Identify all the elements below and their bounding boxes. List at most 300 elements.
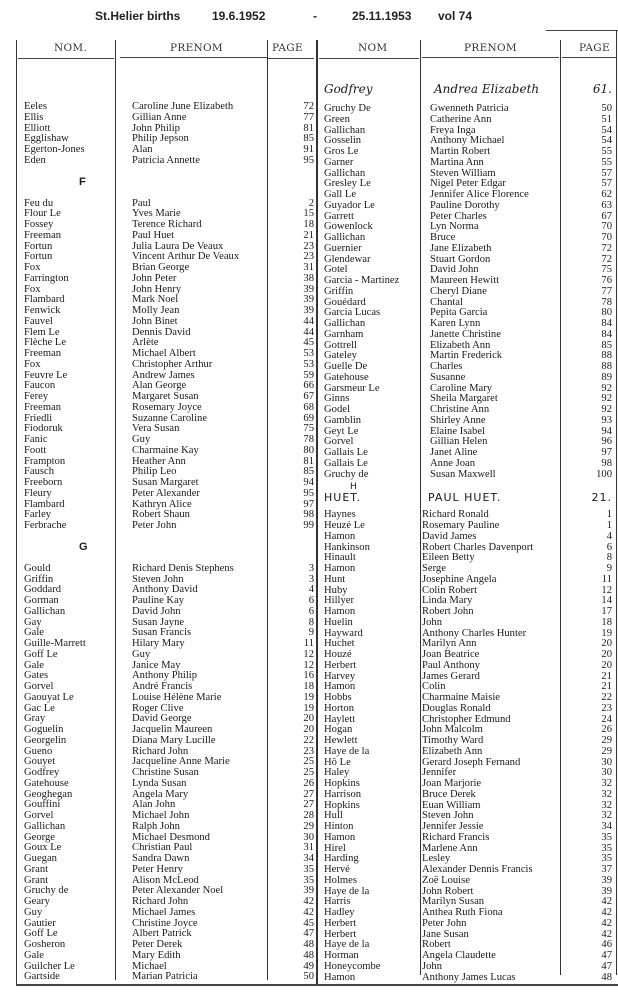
page-cell: 24 [601, 713, 612, 725]
prenom-cell: Julia Laura De Veaux [132, 240, 224, 252]
nom-cell: Fox [24, 283, 41, 295]
nom-cell: Garrett [324, 210, 354, 222]
nom-cell: Hamon [324, 606, 356, 617]
page-cell: 59 [303, 369, 314, 381]
prenom-cell: Marian Patricia [132, 971, 198, 983]
nom-cell: Gould [24, 562, 51, 574]
page-cell: 95 [303, 487, 314, 499]
page-cell: 66 [303, 380, 314, 392]
table-row [324, 672, 616, 683]
nom-cell: Guille-Marrett [24, 638, 86, 649]
nom-cell: Freeman [24, 401, 62, 413]
page-cell: 20 [303, 724, 314, 735]
nom-cell: Hewlett [324, 735, 358, 746]
prenom-cell: Paul [132, 197, 151, 209]
prenom-cell: Mark Noel [132, 294, 179, 306]
page-cell: 15 [303, 208, 314, 220]
page-cell: 18 [601, 616, 612, 628]
nom-cell: Hamon [324, 681, 356, 693]
nom-cell: Garcia - Martinez [324, 275, 400, 286]
table-row [24, 951, 314, 962]
nom-cell: Herbert [324, 917, 357, 929]
prenom-cell: Anne Joan [430, 457, 476, 469]
prenom-cell: Lynda Susan [132, 777, 187, 789]
nom-cell: Grant [24, 874, 49, 886]
handwritten-entry-h [324, 480, 616, 510]
nom-cell: Gautier [24, 917, 56, 929]
nom-cell: Gale [24, 627, 44, 639]
prenom-cell: Stuart Gordon [430, 253, 491, 265]
prenom-cell: Steven William [430, 167, 496, 179]
prenom-cell: Vincent Arthur De Veaux [132, 251, 240, 263]
page-cell: 32 [601, 778, 612, 789]
prenom-cell: Jennifer Alice Florence [430, 189, 529, 200]
page-cell: 97 [303, 498, 314, 510]
table-row [324, 618, 616, 629]
page-cell: 62 [601, 189, 612, 200]
nom-cell: Guilcher Le [24, 960, 75, 972]
page-cell: 80 [303, 444, 314, 456]
page-cell: 21 [601, 670, 612, 682]
table-row [24, 564, 314, 575]
prenom-cell: Philip Leo [132, 466, 177, 478]
page-cell: 23 [303, 251, 314, 263]
table-row [324, 201, 616, 212]
table-row [324, 470, 616, 481]
table-row [24, 156, 314, 167]
table-row [24, 113, 314, 124]
prenom-cell: Marilyn Ann [422, 638, 477, 650]
nom-cell: Gosheron [24, 939, 66, 950]
page-cell: 1 [606, 509, 612, 521]
nom-cell: Gruchy de [24, 885, 69, 897]
table-row [324, 865, 616, 876]
rule-header-1 [18, 58, 114, 59]
nom-cell: George [24, 831, 55, 843]
table-row [324, 222, 616, 233]
page-cell: 35 [303, 874, 314, 886]
prenom-cell: Eileen Betty [422, 552, 475, 564]
prenom-cell: Steven John [422, 810, 474, 822]
prenom-cell: Robert [422, 939, 451, 951]
table-row [324, 373, 616, 384]
page-cell: 4 [606, 530, 612, 542]
page-cell: 39 [303, 885, 314, 897]
table-row [324, 351, 616, 362]
prenom-cell: Martin Frederick [430, 350, 503, 362]
page-cell: 3 [308, 562, 314, 574]
nom-cell: Hopkins [324, 778, 360, 789]
left-column [24, 102, 314, 983]
nom-cell: Gatehouse [24, 777, 69, 789]
page-cell: 70 [601, 232, 612, 243]
section-h [324, 510, 616, 983]
page-cell: 31 [303, 262, 314, 273]
nom-cell: Gottrell [324, 339, 357, 351]
prenom-cell: John [422, 616, 443, 628]
nom-cell: Grant [24, 863, 49, 875]
document-header [0, 9, 618, 29]
table-row [324, 962, 616, 973]
table-row [324, 747, 616, 758]
prenom-cell: Dennis David [132, 326, 191, 338]
table-row [24, 908, 314, 919]
prenom-cell: Roger Clive [132, 702, 184, 714]
nom-cell: Fanic [24, 434, 48, 445]
prenom-cell: Colin [422, 681, 446, 693]
page-cell: 29 [303, 820, 314, 832]
table-row [324, 158, 616, 169]
page-cell: 12 [303, 648, 314, 660]
page-cell: 45 [303, 917, 314, 929]
page-cell: 6 [308, 605, 314, 617]
table-row [324, 416, 616, 427]
page-cell: 49 [303, 960, 314, 972]
nom-cell: Hillyer [324, 595, 355, 607]
page-cell: 77 [303, 111, 314, 123]
page-cell: 18 [303, 681, 314, 692]
page-cell: 31 [303, 842, 314, 854]
prenom-cell: Peter Derek [132, 939, 183, 950]
prenom-cell: Philip Jepson [132, 133, 189, 145]
prenom-cell: Ralph John [132, 820, 180, 832]
prenom-cell: Guy [132, 434, 151, 445]
page-cell: 35 [601, 842, 612, 854]
nom-cell: Gallichan [324, 232, 366, 243]
nom-cell: Gruchy de [324, 468, 369, 480]
page-cell: 98 [601, 457, 612, 469]
prenom-cell: Gerard Joseph Fernand [422, 756, 521, 768]
table-row [324, 115, 616, 126]
nom-cell: Gallichan [324, 124, 366, 136]
page-cell: 92 [601, 393, 612, 405]
prenom-cell: Shirley Anne [430, 414, 486, 426]
nom-cell: Horman [324, 950, 359, 961]
prenom-cell: Richard Francis [422, 831, 490, 843]
page-cell: 50 [601, 103, 612, 114]
nom-cell: Hamon [324, 563, 356, 574]
prenom-cell: Christine Ann [430, 404, 490, 415]
prenom-cell: Janette Christine [430, 328, 501, 340]
nom-cell: Fenwick [24, 305, 61, 316]
nom-cell: Glendewar [324, 253, 371, 265]
table-row [24, 489, 314, 500]
page-cell: 48 [303, 949, 314, 961]
nom-cell: Garcia Lucas [324, 307, 381, 319]
nom-cell: Griffin [24, 573, 54, 585]
page-cell: 44 [303, 315, 314, 327]
page-cell: 48 [303, 939, 314, 950]
nom-cell: Flèche Le [24, 337, 67, 349]
page-cell: 9 [308, 627, 314, 639]
page-cell: 39 [601, 885, 612, 897]
page-cell: 25 [303, 756, 314, 768]
nom-cell: Gatehouse [324, 371, 369, 383]
rule-header-3 [268, 58, 314, 59]
table-row [24, 424, 314, 435]
nom-cell: Eden [24, 154, 46, 166]
page-cell: 14 [601, 595, 612, 607]
nom-cell: Haye de la [324, 939, 370, 951]
nom-cell: Horton [324, 702, 355, 714]
prenom-cell: Albert Patrick [132, 928, 192, 940]
table-row [24, 446, 314, 457]
nom-cell: Eeles [24, 101, 47, 112]
nom-cell: Gouédard [324, 296, 366, 308]
prenom-cell: Joan Beatrice [422, 649, 480, 660]
page-cell: 12 [303, 659, 314, 671]
prenom-cell: John [422, 960, 443, 972]
prenom-cell: Michael John [132, 810, 190, 821]
nom-cell: Herbert [324, 928, 357, 940]
prenom-cell: André Francis [132, 681, 193, 692]
nom-cell: Ferbrache [24, 520, 67, 531]
page-cell: 23 [601, 702, 612, 714]
nom-cell: Georgelin [24, 734, 67, 746]
prenom-cell: Rosemary Joyce [132, 401, 202, 413]
prenom-cell: Steven John [132, 573, 184, 585]
prenom-cell: Richard Denis Stephens [132, 562, 234, 574]
prenom-cell: Arlète [132, 337, 159, 349]
page-cell: 37 [601, 864, 612, 875]
table-row [24, 328, 314, 339]
section-g-continued [324, 104, 616, 480]
section-heading-g [24, 532, 314, 564]
page-cell: 39 [601, 874, 612, 886]
prenom-cell: Pauline Dorothy [430, 199, 500, 211]
nom-cell: Guernier [324, 242, 362, 254]
nom-cell: Harris [324, 896, 351, 908]
prenom-cell: Christine Susan [132, 767, 199, 778]
prenom-cell: Timothy Ward [422, 735, 484, 746]
nom-cell: Hadley [324, 907, 355, 918]
nom-cell: Hull [324, 810, 343, 822]
prenom-cell: John Binet [132, 315, 178, 327]
prenom-cell: Angela Mary [132, 788, 189, 800]
page-cell: 42 [601, 907, 612, 918]
prenom-cell: Anthony James Lucas [422, 971, 516, 983]
prenom-cell: Zoë Louise [422, 874, 470, 886]
prenom-cell: Chantal [430, 296, 463, 308]
prenom-cell: Alan [132, 144, 153, 155]
nom-cell: Herbert [324, 659, 357, 671]
nom-cell: Hamon [324, 971, 356, 983]
page-cell: 12 [601, 584, 612, 596]
rule-header-5 [422, 57, 559, 58]
table-row [324, 459, 616, 470]
table-row [324, 844, 616, 855]
page-cell: 23 [303, 240, 314, 252]
prenom-cell: John Henry [132, 283, 182, 295]
nom-cell: Guy [24, 906, 43, 918]
prenom-cell: Vera Susan [132, 423, 180, 435]
nom-cell: Gorman [24, 595, 59, 606]
prenom-cell: David George [132, 713, 192, 725]
prenom-cell: Peter Alexander Noel [132, 885, 224, 897]
page-cell: 35 [303, 863, 314, 875]
page-cell: 11 [303, 638, 314, 649]
prenom-cell: Charmaine Maisie [422, 692, 500, 703]
nom-cell: Ginns [324, 393, 350, 405]
prenom-cell: Alexander Dennis Francis [422, 864, 533, 875]
page-cell: 47 [303, 928, 314, 940]
page-cell: 30 [601, 767, 612, 779]
volume-label: vol 74 [438, 9, 473, 23]
page-cell: 39 [303, 305, 314, 316]
page-cell: 78 [303, 434, 314, 445]
prenom-cell: Christopher Edmund [422, 713, 511, 725]
page-cell: 42 [303, 906, 314, 918]
prenom-cell: Josephine Angela [422, 573, 497, 585]
prenom-cell: Elaine Isabel [430, 425, 486, 437]
prenom-cell: Alan George [132, 380, 187, 392]
prenom-cell: Lyn Norma [430, 221, 479, 233]
page-cell: 91 [303, 144, 314, 155]
prenom-cell: Gillian Anne [132, 111, 187, 123]
page-cell: 32 [601, 810, 612, 822]
prenom-cell: Michael [132, 960, 167, 972]
page-cell: 20 [303, 713, 314, 725]
page-cell: 48 [601, 971, 612, 983]
nom-cell: Gac Le [24, 702, 55, 714]
table-row [324, 330, 616, 341]
prenom-cell: Martin Robert [430, 146, 491, 157]
nom-cell: Goux Le [24, 842, 62, 854]
table-row [324, 661, 616, 672]
table-row [24, 639, 314, 650]
nom-cell: Goddard [24, 584, 62, 596]
nom-cell: Harding [324, 853, 359, 865]
prenom-cell: David James [422, 530, 477, 542]
prenom-cell: Richard John [132, 745, 189, 757]
page-cell: 19 [303, 691, 314, 703]
prenom-cell: Gillian Helen [430, 436, 488, 448]
nom-cell: Haye de la [324, 745, 370, 757]
page-cell: 75 [601, 264, 612, 276]
page-cell: 27 [303, 788, 314, 800]
prenom-cell: Anthony David [132, 584, 198, 596]
prenom-cell: Andrew James [132, 369, 195, 381]
prenom-cell: Richard Ronald [422, 509, 489, 521]
page-cell: 77 [601, 285, 612, 297]
table-row [24, 650, 314, 661]
page-cell: 20 [601, 638, 612, 650]
prenom-cell: Elizabeth Ann [422, 745, 483, 757]
prenom-cell: Martina Ann [430, 156, 484, 168]
prenom-cell: Mary Edith [132, 949, 181, 961]
page-cell: 35 [601, 853, 612, 865]
nom-cell: Gruchy De [324, 103, 371, 114]
handwritten-prenom-h: PAUL HUET. [428, 491, 502, 505]
nom-cell: Fauvel [24, 315, 53, 327]
page-cell: 96 [601, 436, 612, 448]
prenom-cell: Maureen Hewitt [430, 275, 500, 286]
prenom-cell: Margaret Susan [132, 391, 199, 402]
page-cell: 81 [303, 122, 314, 134]
prenom-cell: Anthony Michael [430, 135, 505, 147]
prenom-cell: Caroline June Elizabeth [132, 101, 234, 112]
handwritten-entry-g [324, 82, 616, 104]
handwritten-page-h: 21. [591, 491, 612, 505]
page-cell: 81 [303, 455, 314, 467]
page-cell: 94 [303, 477, 314, 488]
page-cell: 97 [601, 447, 612, 458]
nom-cell: Gallais Le [324, 457, 368, 469]
nom-cell: Egerton-Jones [24, 144, 85, 155]
table-row [324, 287, 616, 298]
nom-cell: Flem Le [24, 326, 60, 338]
nom-cell: Friedli [24, 412, 53, 424]
nom-cell: Feuvre Le [24, 369, 68, 381]
nom-cell: Goff Le [24, 928, 58, 940]
prenom-cell: Paul Huet [132, 229, 175, 241]
prenom-cell: Richard John [132, 896, 189, 907]
table-row [24, 231, 314, 242]
prenom-cell: Freya Inga [430, 124, 476, 136]
page-cell: 6 [606, 541, 612, 553]
page-cell: 67 [303, 391, 314, 402]
page-cell: 47 [601, 960, 612, 972]
prenom-cell: Peter Alexander [132, 487, 200, 499]
nom-cell: Garnham [324, 328, 364, 340]
page-cell: 19 [601, 627, 612, 639]
prenom-cell: Susan Maxwell [430, 468, 496, 480]
col-header-nom-right: NOM [358, 42, 388, 54]
prenom-cell: Patricia Annette [132, 154, 200, 166]
prenom-cell: Marilyn Susan [422, 896, 485, 908]
table-row [24, 521, 314, 532]
prenom-cell: John Peter [132, 272, 177, 284]
nom-cell: Gorvel [324, 436, 354, 448]
table-row [24, 317, 314, 328]
prenom-cell: Janice May [132, 659, 181, 671]
nom-cell: Fortun [24, 251, 53, 263]
table-row [24, 607, 314, 618]
prenom-cell: Molly Jean [132, 305, 180, 316]
nom-cell: Faucon [24, 380, 56, 392]
nom-cell: Fiodoruk [24, 423, 63, 435]
page-cell: 75 [303, 423, 314, 435]
prenom-cell: Michael James [132, 906, 196, 918]
page-cell: 78 [601, 296, 612, 308]
nom-cell: Gorvel [24, 810, 54, 821]
nom-cell: Gamblin [324, 414, 362, 426]
page-cell: 9 [606, 563, 612, 574]
prenom-cell: Susan Francis [132, 627, 192, 639]
page-cell: 44 [303, 326, 314, 338]
nom-cell: Honeycombe [324, 960, 381, 972]
nom-cell: Goff Le [24, 648, 58, 660]
prenom-cell: Charles [430, 361, 463, 372]
prenom-cell: Diana Mary Lucille [132, 734, 216, 746]
table-row [324, 553, 616, 564]
prenom-cell: Janet Aline [430, 447, 478, 458]
page-cell: 57 [601, 178, 612, 190]
prenom-cell: Joan Marjorie [422, 778, 482, 789]
rule-header-2 [120, 57, 267, 58]
col-header-prenom-left: PRENOM [170, 42, 223, 54]
nom-cell: Goguelin [24, 724, 64, 735]
page-cell: 51 [601, 113, 612, 125]
prenom-cell: John Philip [132, 122, 180, 134]
prenom-cell: Christian Paul [132, 842, 193, 854]
table-row [324, 908, 616, 919]
nom-cell: Fausch [24, 466, 55, 478]
rule-header-6 [562, 57, 616, 58]
page-cell: 16 [303, 670, 314, 682]
prenom-cell: Caroline Mary [430, 382, 493, 394]
nom-cell: Huby [324, 584, 348, 596]
